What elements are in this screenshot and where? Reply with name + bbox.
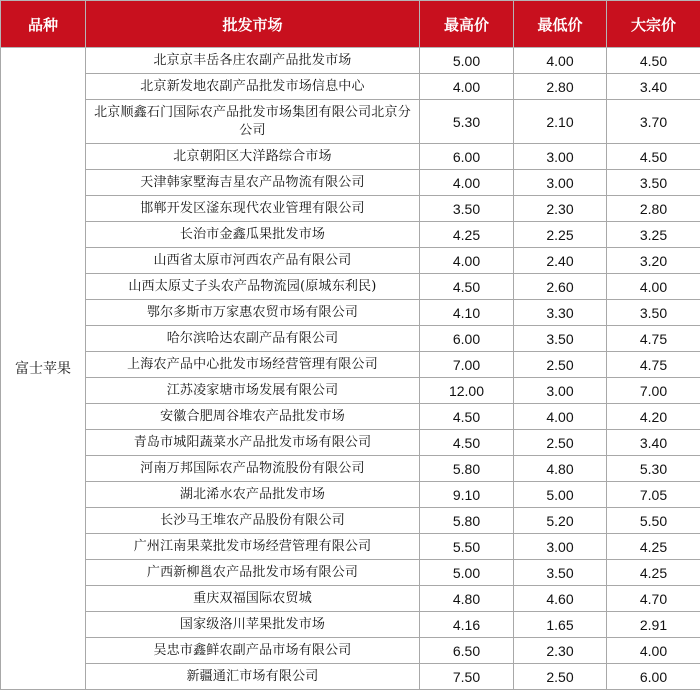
high-price-cell: 4.00 <box>420 248 514 274</box>
market-cell: 北京京丰岳各庄农副产品批发市场 <box>86 48 420 74</box>
high-price-cell: 4.10 <box>420 300 514 326</box>
low-price-cell: 2.80 <box>514 74 607 100</box>
table-row <box>1 612 700 638</box>
bulk-price-cell: 2.91 <box>607 612 700 638</box>
table-row <box>1 300 700 326</box>
table-row <box>1 48 700 74</box>
table-row <box>1 100 700 144</box>
table-row <box>1 638 700 664</box>
bulk-price-cell: 3.50 <box>607 170 700 196</box>
bulk-price-cell: 4.00 <box>607 638 700 664</box>
high-price-cell: 4.50 <box>420 404 514 430</box>
market-cell: 重庆双福国际农贸城 <box>86 586 420 612</box>
high-price-cell: 6.00 <box>420 326 514 352</box>
header-high-price: 最高价 <box>420 1 514 48</box>
low-price-cell: 2.10 <box>514 100 607 144</box>
high-price-cell: 5.50 <box>420 534 514 560</box>
low-price-cell: 3.30 <box>514 300 607 326</box>
high-price-cell: 4.50 <box>420 430 514 456</box>
market-cell: 山西省太原市河西农产品有限公司 <box>86 248 420 274</box>
market-cell: 国家级洛川苹果批发市场 <box>86 612 420 638</box>
bulk-price-cell: 3.20 <box>607 248 700 274</box>
table-body <box>1 48 700 690</box>
market-cell: 吴忠市鑫鲜农副产品市场有限公司 <box>86 638 420 664</box>
table-row <box>1 482 700 508</box>
market-cell: 鄂尔多斯市万家惠农贸市场有限公司 <box>86 300 420 326</box>
low-price-cell: 4.00 <box>514 48 607 74</box>
bulk-price-cell: 4.75 <box>607 352 700 378</box>
high-price-cell: 4.25 <box>420 222 514 248</box>
market-cell: 长治市金鑫瓜果批发市场 <box>86 222 420 248</box>
low-price-cell: 5.00 <box>514 482 607 508</box>
market-cell: 广州江南果菜批发市场经营管理有限公司 <box>86 534 420 560</box>
low-price-cell: 2.30 <box>514 638 607 664</box>
bulk-price-cell: 5.30 <box>607 456 700 482</box>
low-price-cell: 1.65 <box>514 612 607 638</box>
high-price-cell: 4.80 <box>420 586 514 612</box>
market-cell: 北京朝阳区大洋路综合市场 <box>86 144 420 170</box>
variety-cell: 富士苹果 <box>1 48 86 690</box>
bulk-price-cell: 7.05 <box>607 482 700 508</box>
high-price-cell: 6.50 <box>420 638 514 664</box>
bulk-price-cell: 4.25 <box>607 534 700 560</box>
table-row <box>1 560 700 586</box>
high-price-cell: 5.30 <box>420 100 514 144</box>
market-cell: 北京新发地农副产品批发市场信息中心 <box>86 74 420 100</box>
market-cell: 青岛市城阳蔬菜水产品批发市场有限公司 <box>86 430 420 456</box>
table-row <box>1 456 700 482</box>
header-row <box>1 1 700 48</box>
bulk-price-cell: 4.25 <box>607 560 700 586</box>
table-row <box>1 222 700 248</box>
low-price-cell: 2.30 <box>514 196 607 222</box>
market-cell: 山西太原丈子头农产品物流园(原城东利民) <box>86 274 420 300</box>
table-row <box>1 74 700 100</box>
low-price-cell: 2.50 <box>514 352 607 378</box>
table-row <box>1 508 700 534</box>
bulk-price-cell: 3.70 <box>607 100 700 144</box>
table-row <box>1 196 700 222</box>
table-row <box>1 274 700 300</box>
bulk-price-cell: 4.75 <box>607 326 700 352</box>
low-price-cell: 2.50 <box>514 430 607 456</box>
table-row <box>1 170 700 196</box>
high-price-cell: 7.00 <box>420 352 514 378</box>
bulk-price-cell: 4.00 <box>607 274 700 300</box>
low-price-cell: 3.50 <box>514 326 607 352</box>
high-price-cell: 5.00 <box>420 48 514 74</box>
high-price-cell: 9.10 <box>420 482 514 508</box>
table-row <box>1 664 700 690</box>
market-cell: 安徽合肥周谷堆农产品批发市场 <box>86 404 420 430</box>
low-price-cell: 3.00 <box>514 534 607 560</box>
market-cell: 江苏凌家塘市场发展有限公司 <box>86 378 420 404</box>
market-cell: 长沙马王堆农产品股份有限公司 <box>86 508 420 534</box>
table-row <box>1 248 700 274</box>
low-price-cell: 4.80 <box>514 456 607 482</box>
high-price-cell: 4.00 <box>420 74 514 100</box>
bulk-price-cell: 7.00 <box>607 378 700 404</box>
table-row <box>1 430 700 456</box>
bulk-price-cell: 4.50 <box>607 48 700 74</box>
bulk-price-cell: 4.70 <box>607 586 700 612</box>
header-low-price: 最低价 <box>514 1 607 48</box>
high-price-cell: 5.80 <box>420 508 514 534</box>
market-cell: 北京顺鑫石门国际农产品批发市场集团有限公司北京分公司 <box>86 100 420 144</box>
bulk-price-cell: 3.40 <box>607 74 700 100</box>
market-cell: 广西新柳邕农产品批发市场有限公司 <box>86 560 420 586</box>
low-price-cell: 3.00 <box>514 144 607 170</box>
table-row <box>1 404 700 430</box>
low-price-cell: 2.40 <box>514 248 607 274</box>
market-cell: 湖北浠水农产品批发市场 <box>86 482 420 508</box>
low-price-cell: 2.50 <box>514 664 607 690</box>
low-price-cell: 2.25 <box>514 222 607 248</box>
table-row <box>1 534 700 560</box>
bulk-price-cell: 3.50 <box>607 300 700 326</box>
market-cell: 哈尔滨哈达农副产品有限公司 <box>86 326 420 352</box>
high-price-cell: 4.16 <box>420 612 514 638</box>
table-row <box>1 352 700 378</box>
table-row <box>1 378 700 404</box>
high-price-cell: 6.00 <box>420 144 514 170</box>
low-price-cell: 4.60 <box>514 586 607 612</box>
high-price-cell: 7.50 <box>420 664 514 690</box>
bulk-price-cell: 3.25 <box>607 222 700 248</box>
bulk-price-cell: 3.40 <box>607 430 700 456</box>
table-row <box>1 586 700 612</box>
high-price-cell: 3.50 <box>420 196 514 222</box>
header-bulk-price: 大宗价 <box>607 1 700 48</box>
bulk-price-cell: 4.20 <box>607 404 700 430</box>
market-cell: 上海农产品中心批发市场经营管理有限公司 <box>86 352 420 378</box>
high-price-cell: 4.50 <box>420 274 514 300</box>
bulk-price-cell: 5.50 <box>607 508 700 534</box>
high-price-cell: 4.00 <box>420 170 514 196</box>
bulk-price-cell: 2.80 <box>607 196 700 222</box>
high-price-cell: 5.00 <box>420 560 514 586</box>
market-cell: 天津韩家墅海吉星农产品物流有限公司 <box>86 170 420 196</box>
bulk-price-cell: 4.50 <box>607 144 700 170</box>
low-price-cell: 2.60 <box>514 274 607 300</box>
low-price-cell: 3.00 <box>514 378 607 404</box>
low-price-cell: 4.00 <box>514 404 607 430</box>
header-variety: 品种 <box>1 1 86 48</box>
low-price-cell: 3.00 <box>514 170 607 196</box>
table-row <box>1 144 700 170</box>
table-row <box>1 326 700 352</box>
high-price-cell: 12.00 <box>420 378 514 404</box>
low-price-cell: 3.50 <box>514 560 607 586</box>
high-price-cell: 5.80 <box>420 456 514 482</box>
market-cell: 新疆通汇市场有限公司 <box>86 664 420 690</box>
market-cell: 邯郸开发区滏东现代农业管理有限公司 <box>86 196 420 222</box>
low-price-cell: 5.20 <box>514 508 607 534</box>
bulk-price-cell: 6.00 <box>607 664 700 690</box>
header-market: 批发市场 <box>86 1 420 48</box>
market-cell: 河南万邦国际农产品物流股份有限公司 <box>86 456 420 482</box>
